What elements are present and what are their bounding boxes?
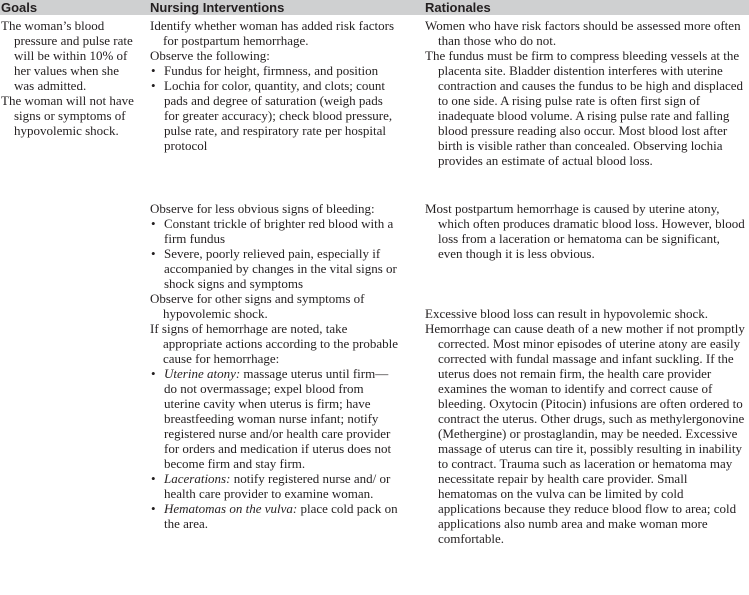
list-item	[150, 246, 400, 291]
rationale-fundus-firm: The fundus must be firm to compress bleeding vessels at the placenta site. Bladder distention interferes with uterine contraction and causes the fundus to be high and displaced to one side. A rising pulse rate is often first sign of inadequate blood volume. A rising pulse rate and falling blood pressure reading also occur. Most blood lost after birth is visible rather than concealed. Observing lochia provides an estimate of actual blood loss.	[425, 48, 744, 168]
rationales-column	[425, 18, 747, 168]
intervention-observe-shock: Observe for other signs and symptoms of hypovolemic shock.	[150, 291, 365, 321]
interventions-column	[150, 18, 400, 153]
rationales-column-2	[425, 201, 747, 261]
goal-blood-pressure: The woman’s blood pressure and pulse rate will be within 10% of her values when she was admitted.	[1, 18, 133, 93]
intervention-trickle: Constant trickle of brighter red blood with a firm fundus	[164, 216, 394, 246]
intervention-observe-less-obvious: Observe for less obvious signs of bleeding:	[150, 201, 375, 216]
list-item	[150, 366, 400, 471]
intervention-fundus: Fundus for height, firmness, and position	[164, 63, 379, 78]
bullet-icon: •	[151, 501, 156, 516]
interventions-column-2	[150, 201, 400, 531]
bullet-icon: •	[151, 78, 156, 93]
intervention-lochia: Lochia for color, quantity, and clots; count pads and degree of saturation (weigh pads for greater accuracy); check blood pressure, pulse rate, and respiratory rate per hospital protocol	[164, 78, 393, 153]
bullet-icon: •	[151, 471, 156, 486]
intervention-pain: Severe, poorly relieved pain, especially if accompanied by changes in the vital signs or shock signs and symptoms	[164, 246, 397, 291]
list-item	[150, 471, 400, 501]
intervention-identify-risk: Identify whether woman has added risk factors for postpartum hemorrhage.	[150, 18, 395, 48]
intervention-hematomas-text: place cold pack on the area.	[164, 501, 398, 531]
list-item	[150, 501, 400, 531]
rationale-hemorrhage-death: Hemorrhage can cause death of a new mother if not promptly corrected. Most minor episodes of uterine atony are easily corrected with fundal massage and infant suckling. If the uterus does not remain firm, the health care provider examines the woman to identify and correct cause of bleeding. Oxytocin (Pitocin) infusions are often ordered to contract the uterus. Other drugs, such as methylergonovine (Methergine) or prostaglandin, may be needed. Excessive massage of uterus can tire it, possibly resulting in inability to contract. Trauma such as laceration or hematoma may necessitate repair by health care provider. Small hematomas on the vulva can be limited by cold applications because they reduce blood flow to area; cold applications also numb area and make woman more comfortable.	[425, 321, 745, 546]
bullet-icon: •	[151, 216, 156, 231]
intervention-atony-label: Uterine atony:	[164, 366, 241, 381]
rationale-risk-factors: Women who have risk factors should be assessed more often than those who do not.	[425, 18, 741, 48]
table-header	[0, 0, 749, 15]
rationales-header: Rationales	[425, 0, 491, 15]
bullet-icon: •	[151, 366, 156, 381]
intervention-atony-text: massage uterus until firm—do not overmassage; expel blood from uterine cavity when uterus is firm; have breastfeeding woman nurse infant; notify registered nurse and/or health care provider for orders and medication if uterus does not become firm and stay firm.	[164, 366, 392, 471]
bullet-icon: •	[151, 63, 156, 78]
bullet-icon: •	[151, 246, 156, 261]
rationales-column-3	[425, 306, 747, 546]
list-item	[150, 63, 400, 78]
goals-header: Goals	[1, 0, 38, 15]
list-item	[150, 216, 400, 246]
intervention-lacerations-label: Lacerations:	[164, 471, 231, 486]
intervention-if-signs: If signs of hemorrhage are noted, take appropriate actions according to the probable cause for hemorrhage:	[150, 321, 398, 366]
nursing-interventions-header: Nursing Interventions	[150, 0, 285, 15]
intervention-hematomas-label: Hematomas on the vulva:	[164, 501, 298, 516]
intervention-lacerations-text: notify registered nurse and/ or health care provider to examine woman.	[164, 471, 391, 501]
list-item	[150, 78, 400, 153]
goal-no-shock: The woman will not have signs or symptoms of hypovolemic shock.	[1, 93, 134, 138]
rationale-hypovolemic-shock: Excessive blood loss can result in hypovolemic shock.	[425, 306, 709, 321]
intervention-observe-following: Observe the following:	[150, 48, 270, 63]
goals-column	[1, 18, 140, 138]
rationale-uterine-atony: Most postpartum hemorrhage is caused by uterine atony, which often produces dramatic blood loss. However, blood loss from a laceration or hematoma can be significant, even though it is less obvious.	[425, 201, 745, 261]
